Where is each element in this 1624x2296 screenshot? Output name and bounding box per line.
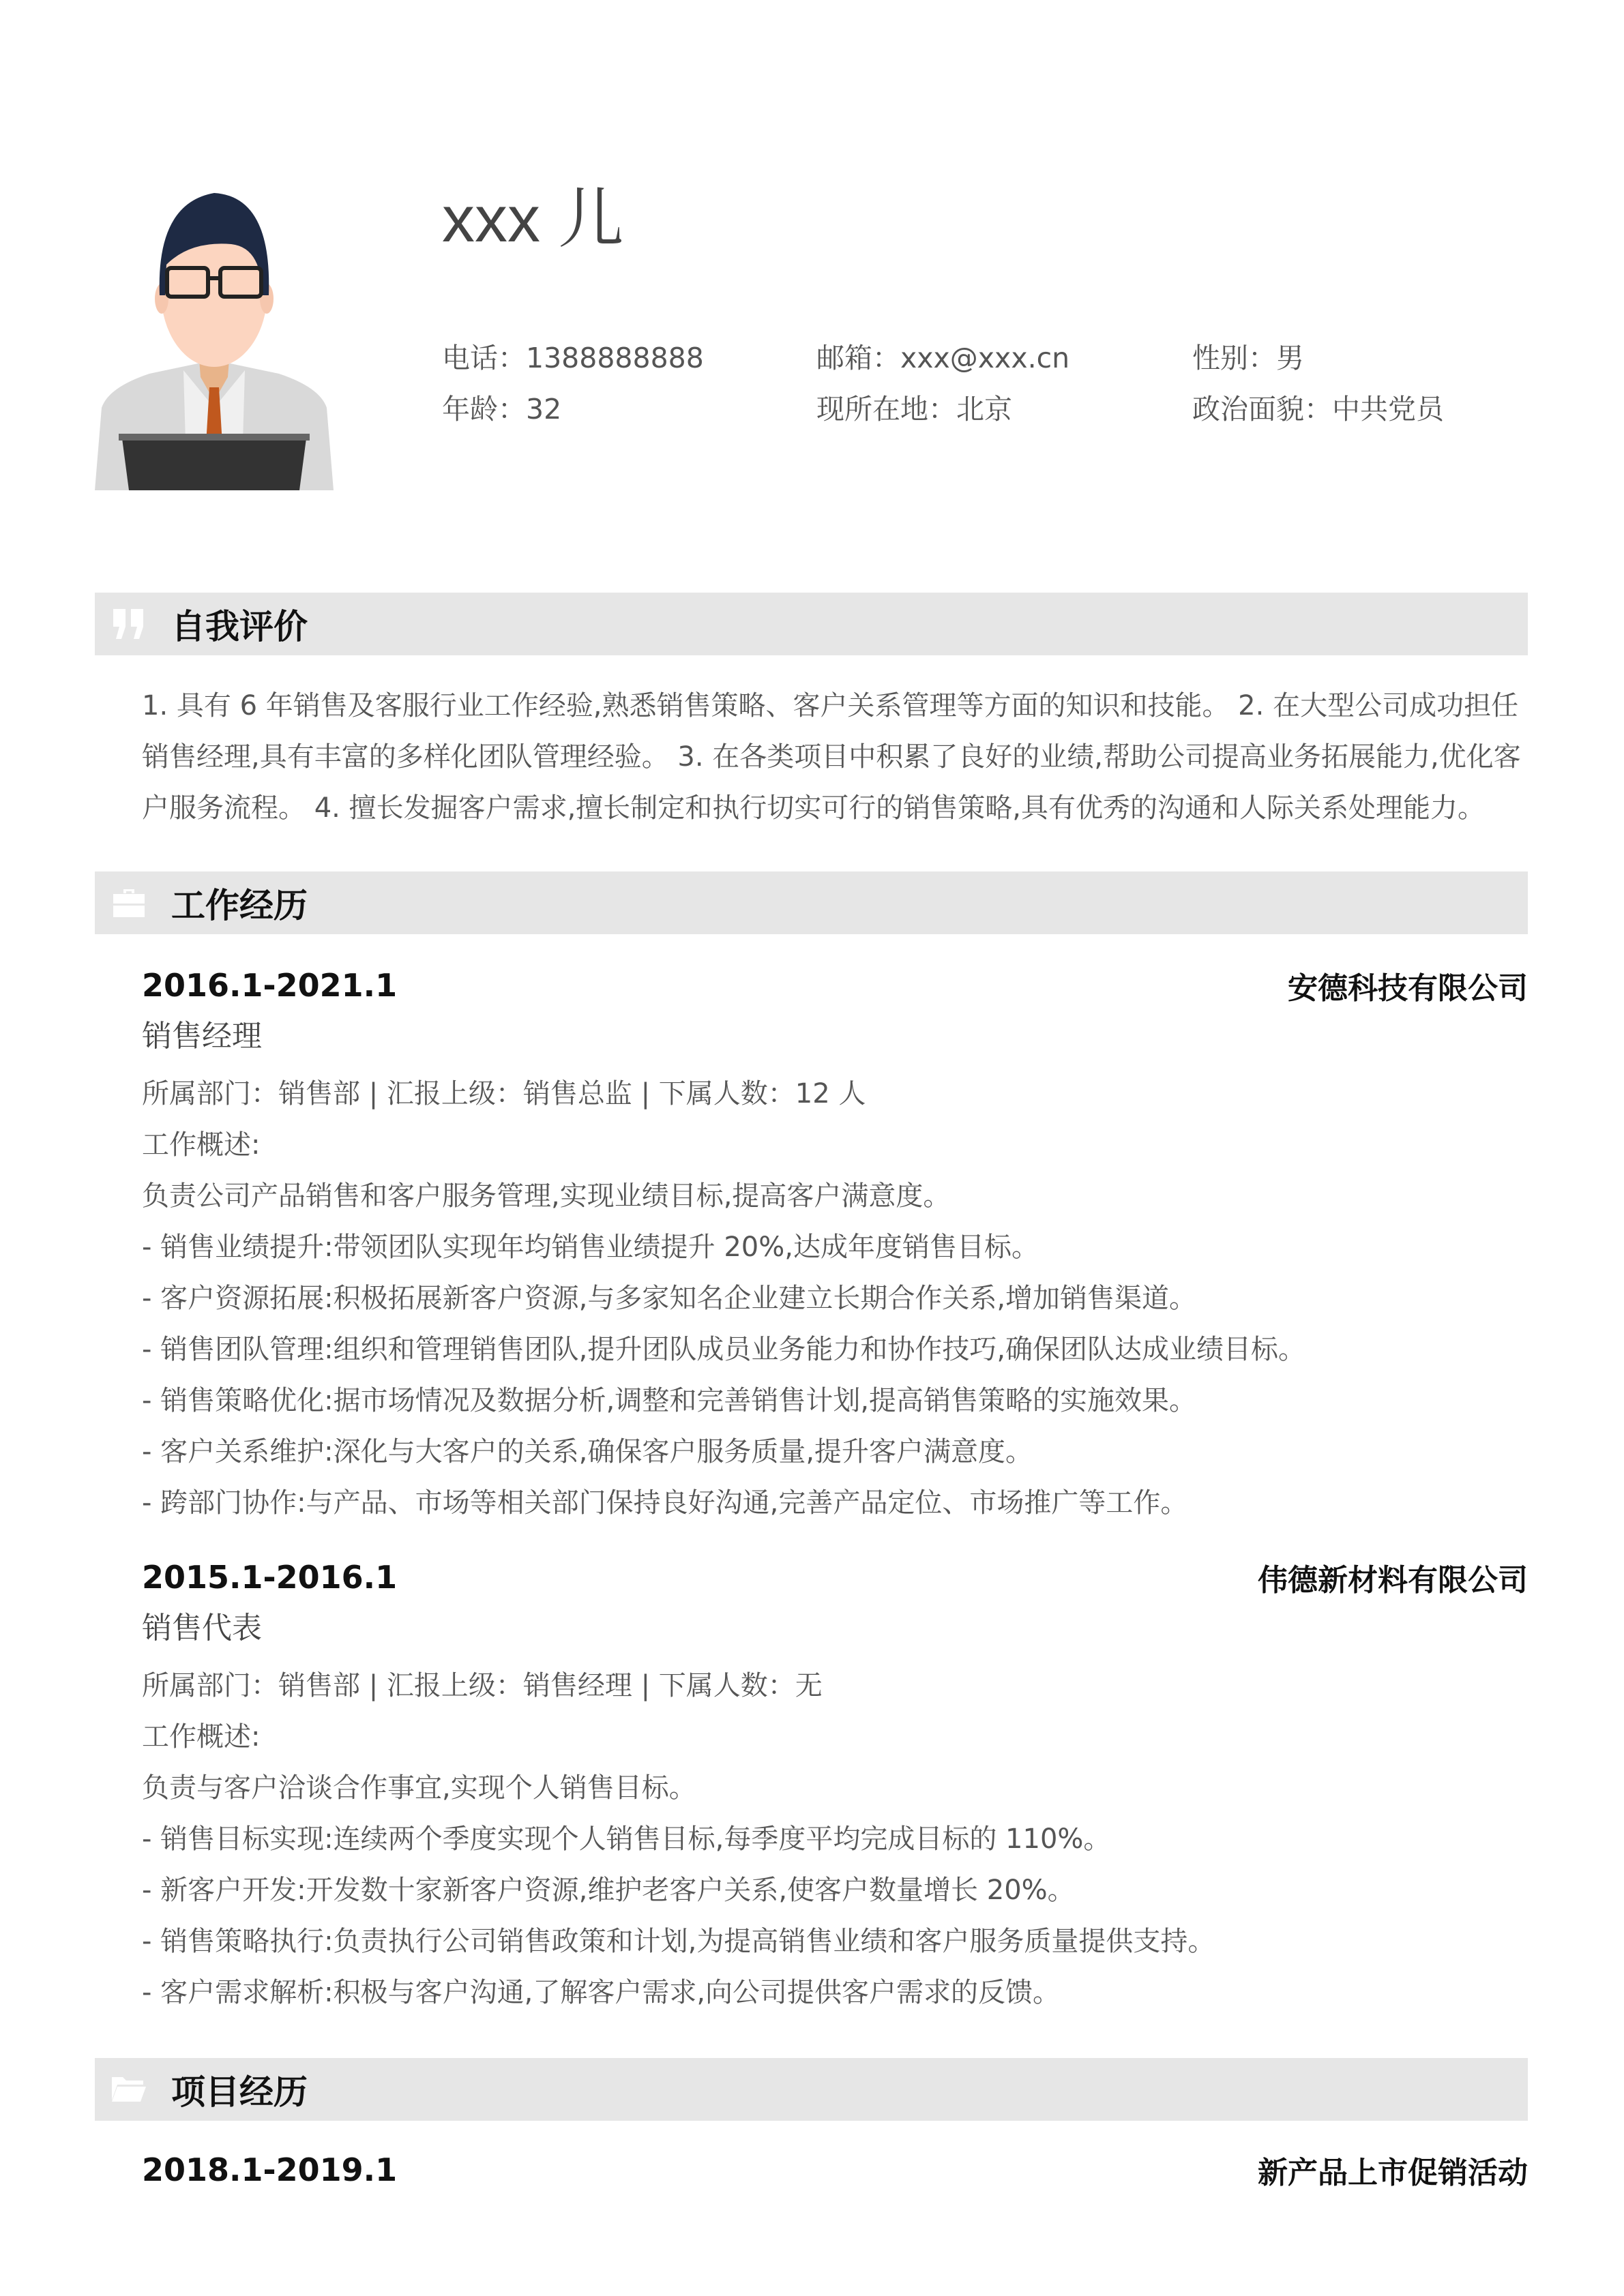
job-line: - 客户资源拓展:积极拓展新客户资源,与多家知名企业建立长期合作关系,增加销售渠道。 xyxy=(142,1283,1197,1314)
job-overview-label: 工作概述: xyxy=(142,1721,261,1753)
job-line: - 销售业绩提升:带领团队实现年均销售业绩提升 20%,达成年度销售目标。 xyxy=(142,1232,1039,1263)
info-value: xxx@xxx.cn xyxy=(900,342,1070,374)
info-label: 现所在地： xyxy=(816,393,956,426)
info-label: 电话： xyxy=(442,342,526,374)
candidate-name: xxx 儿 xyxy=(442,183,624,256)
info-gender xyxy=(1192,341,1304,375)
job-entry xyxy=(142,959,1528,1529)
job-line: 负责公司产品销售和客户服务管理,实现业绩目标,提高客户满意度。 xyxy=(142,1180,951,1212)
info-value: 北京 xyxy=(956,393,1012,426)
info-phone xyxy=(442,341,704,375)
briefcase-icon xyxy=(108,888,149,918)
info-label: 邮箱： xyxy=(816,342,900,374)
info-label: 政治面貌： xyxy=(1192,393,1332,426)
job-line: 负责与客户洽谈合作事宜,实现个人销售目标。 xyxy=(142,1772,696,1804)
quote-icon xyxy=(108,609,149,639)
job-date: 2016.1-2021.1 xyxy=(142,966,398,1004)
job-meta: 所属部门：销售部 | 汇报上级：销售总监 | 下属人数：12 人 xyxy=(142,1078,866,1109)
job-line: - 销售策略优化:据市场情况及数据分析,调整和完善销售计划,提高销售策略的实施效果。 xyxy=(142,1385,1197,1416)
job-line: - 客户关系维护:深化与大客户的关系,确保客户服务质量,提升客户满意度。 xyxy=(142,1436,1033,1467)
self-eval-text: 1. 具有 6 年销售及客服行业工作经验,熟悉销售策略、客户关系管理等方面的知识和技能。 2. 在大型公司成功担任销售经理,具有丰富的多样化团队管理经验。 3. 在各类项目中积累了良好的业绩,帮助公司提高业务拓展能力,优化客户服务流程。 4. 擅长发掘客户需求,擅长制定和执行切实可行的销售策略,具有优秀的沟通和人际关系处理能力。 xyxy=(142,690,1521,824)
job-entry xyxy=(142,1551,1528,2018)
project-date: 2018.1-2019.1 xyxy=(142,2151,398,2188)
info-email xyxy=(816,341,1069,375)
job-meta: 所属部门：销售部 | 汇报上级：销售经理 | 下属人数：无 xyxy=(142,1670,823,1701)
job-line: - 销售团队管理:组织和管理销售团队,提升团队成员业务能力和协作技巧,确保团队达成业绩目标。 xyxy=(142,1334,1306,1365)
section-header-work xyxy=(95,871,1528,934)
info-value: 32 xyxy=(526,393,562,426)
job-company: 伟德新材料有限公司 xyxy=(1258,1562,1528,1598)
job-date: 2015.1-2016.1 xyxy=(142,1558,398,1596)
info-political xyxy=(1192,392,1444,426)
info-location xyxy=(816,392,1012,426)
project-entry xyxy=(142,2144,1528,2195)
job-line: - 销售策略执行:负责执行公司销售政策和计划,为提高销售业绩和客户服务质量提供支持。 xyxy=(142,1926,1215,1957)
folder-icon xyxy=(108,2076,149,2103)
section-title: 自我评价 xyxy=(171,607,308,646)
job-line: - 跨部门协作:与产品、市场等相关部门保持良好沟通,完善产品定位、市场推广等工作。 xyxy=(142,1487,1188,1519)
job-overview-label: 工作概述: xyxy=(142,1129,261,1161)
section-header-self-eval xyxy=(95,593,1528,655)
job-role: 销售代表 xyxy=(142,1611,262,1645)
section-title: 工作经历 xyxy=(171,886,308,925)
info-label: 年龄： xyxy=(442,393,526,426)
job-line: - 销售目标实现:连续两个季度实现个人销售目标,每季度平均完成目标的 110%。 xyxy=(142,1823,1111,1855)
job-line: - 客户需求解析:积极与客户沟通,了解客户需求,向公司提供客户需求的反馈。 xyxy=(142,1977,1061,2008)
info-value: 1388888888 xyxy=(526,342,704,374)
section-header-projects xyxy=(95,2058,1528,2121)
info-age xyxy=(442,392,561,426)
job-company: 安德科技有限公司 xyxy=(1288,970,1528,1006)
info-value: 中共党员 xyxy=(1332,393,1444,426)
avatar xyxy=(95,183,334,490)
info-value: 男 xyxy=(1276,342,1304,374)
job-line: - 新客户开发:开发数十家新客户资源,维护老客户关系,使客户数量增长 20%。 xyxy=(142,1875,1075,1906)
info-label: 性别： xyxy=(1192,342,1276,374)
project-name: 新产品上市促销活动 xyxy=(1258,2155,1528,2190)
job-role: 销售经理 xyxy=(142,1019,262,1054)
section-title: 项目经历 xyxy=(171,2072,308,2112)
